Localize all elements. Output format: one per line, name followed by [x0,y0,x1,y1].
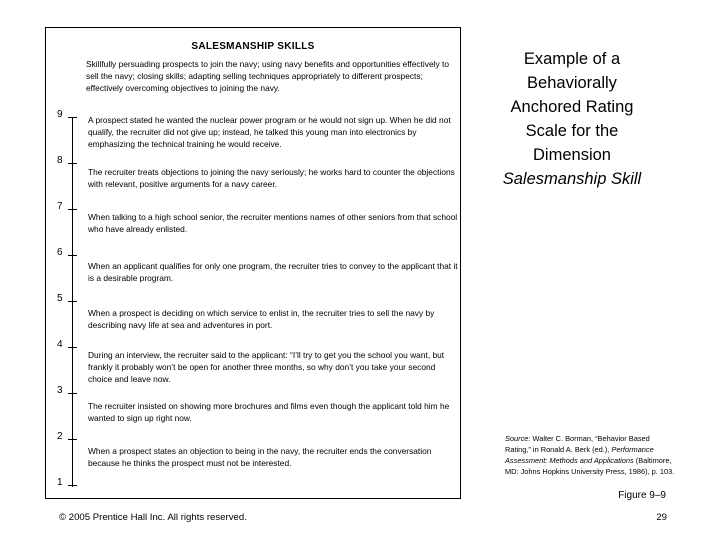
dimension-description: Skillfully persuading prospects to join the navy; using navy benefits and opportunities effectively to sell the navy; closing skills; adapting selling techniques appropriately to different prospects; effectively overcoming objectives to joining the navy. [86,59,449,93]
slide-title-line: Example of a [523,50,621,68]
scale-value-6: 6 [57,247,63,258]
slide-title [480,47,664,191]
scale-tick [68,209,77,210]
slide-title-line: Scale for the [525,122,619,140]
scale-tick [68,301,77,302]
scale-tick [68,347,77,348]
scale-value-7: 7 [57,201,63,212]
behavior-anchor: A prospect stated he wanted the nuclear power program or he would not sign up. When he did not qualify, the recruiter did not give up; instead, he talked this young man into electronics by emphasizing the technical training he would receive. [88,115,451,149]
scale-tick [68,163,77,164]
behavior-anchor: When an applicant qualifies for only one program, the recruiter tries to convey to the applicant that it is a desirable program. [88,261,458,283]
figure-label: Figure 9–9 [618,490,666,501]
scale-tick [68,439,77,440]
scale-tick [68,485,77,486]
source-text-end: (Baltimore, MD: Johns Hopkins University Press, 1986), p. 103. [505,456,675,476]
page-number: 29 [656,512,667,523]
source-book-title: Performance Assessment: Methods and Applications [505,445,654,465]
scale-tick [68,255,77,256]
slide-title-dimension: Salesmanship Skill [502,170,642,188]
source-citation [505,433,677,477]
behavior-anchor: The recruiter insisted on showing more brochures and films even though the applicant told him he wanted to sign up right now. [88,401,450,423]
behavior-anchor: The recruiter treats objections to joining the navy seriously; he works hard to counter the objections with relevant, positive arguments for a navy career. [88,167,455,189]
behavior-anchor: During an interview, the recruiter said to the applicant: “I’ll try to get you the school you want, but frankly it probably won’t be open for another three months, so why don’t you take your second choice and leave now. [88,350,445,384]
source-label: Source: [505,434,531,443]
scale-value-1: 1 [57,477,63,488]
scale-tick [68,117,77,118]
scale-tick [68,393,77,394]
scale-value-2: 2 [57,431,63,442]
scale-value-8: 8 [57,155,63,166]
behavior-anchor: When a prospect states an objection to being in the navy, the recruiter ends the conversation because he thinks the prospect must not be interested. [88,446,432,468]
figure-title: SALESMANSHIP SKILLS [191,41,315,52]
rating-scale-axis [72,117,73,487]
slide-title-line: Dimension [533,146,611,164]
bars-figure [45,27,461,499]
behavior-anchor: When a prospect is deciding on which service to enlist in, the recruiter tries to sell the navy by describing navy life at sea and adventures in port. [88,308,435,330]
copyright: © 2005 Prentice Hall Inc. All rights reserved. [59,512,247,523]
scale-value-9: 9 [57,109,63,120]
slide-title-line: Anchored Rating [510,98,634,116]
slide-title-line: Behaviorally [527,74,617,92]
behavior-anchor: When talking to a high school senior, the recruiter mentions names of other seniors from that school who have already enlisted. [88,212,458,234]
scale-value-4: 4 [57,339,63,350]
source-text: Walter C. Borman, “Behavior Based Rating,” in Ronald A. Berk (ed.), [505,434,650,454]
scale-value-3: 3 [57,385,63,396]
scale-value-5: 5 [57,293,63,304]
